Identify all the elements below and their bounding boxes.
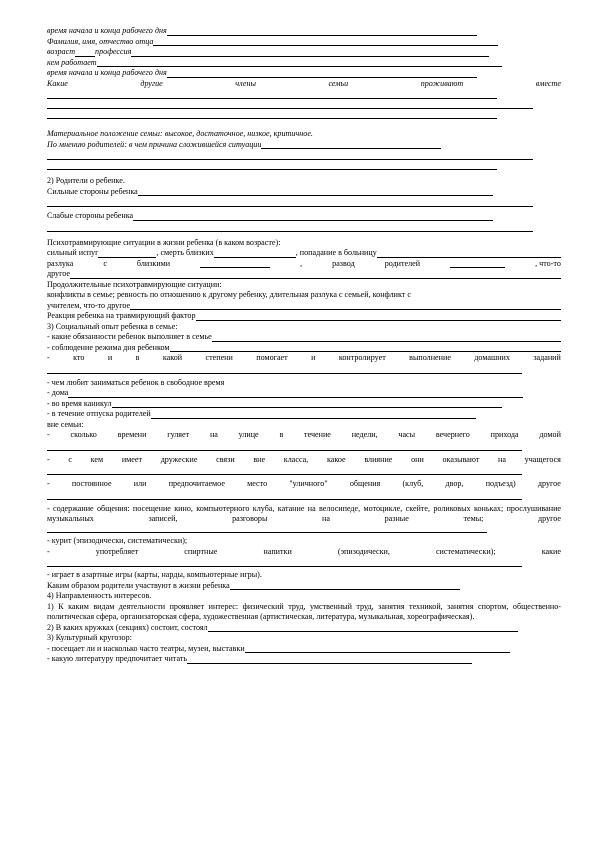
gambling-text: - играет в азартные игры (карты, нарды, компьютерные игры).: [47, 570, 262, 579]
answer-line[interactable]: [47, 160, 497, 170]
interests-text: 1) К каким видам деятельности проявляет интерес: физический труд, умственный труд, занятия техникой, занятия спортом, общественно-политическая сфера, организаторская сфера, художественная (артистическая, литература, музыкальная, хореографическая).: [47, 601, 561, 621]
word: помогает: [256, 353, 288, 362]
home-field[interactable]: [68, 390, 523, 398]
theaters-row: [47, 644, 561, 655]
regime-row: [47, 343, 561, 354]
holidays-label: - во время каникул: [47, 398, 112, 408]
other-members-row: [47, 79, 561, 90]
outside-row: [47, 420, 561, 431]
work-hours-2-field[interactable]: [167, 70, 477, 78]
reaction-label: Реакция ребенка на травмирующий фактор: [47, 311, 196, 320]
word: улице: [238, 430, 259, 439]
longterm-text: конфликты в семье; ревность по отношению к другому ребенку, длительная разлука с семьей, конфликт с: [47, 290, 411, 299]
drinks-row: [47, 547, 561, 558]
home-label: - дома: [47, 388, 69, 397]
word: вне: [253, 454, 266, 464]
word: часы: [398, 430, 416, 439]
word: домашних: [474, 353, 510, 362]
word: -: [47, 454, 50, 464]
death-label: , смерть близких: [156, 248, 214, 257]
weaknesses-row: [47, 211, 561, 222]
word: близкими: [136, 258, 171, 268]
content-paragraph: [47, 504, 561, 537]
age-profession-row: [47, 47, 561, 58]
regime-label: - соблюдение режима дня ребенком: [47, 342, 170, 352]
word: систематически);: [435, 546, 496, 556]
longterm-other-field[interactable]: [130, 302, 561, 310]
holidays-row: [47, 399, 561, 410]
word: класса,: [283, 454, 309, 464]
divorce-field[interactable]: [450, 260, 505, 268]
word: какое: [326, 454, 346, 464]
section-3-title: [47, 322, 561, 333]
walk-row: [47, 430, 561, 441]
clubs-field[interactable]: [208, 624, 518, 632]
word: проживают: [420, 78, 464, 88]
word: на: [498, 454, 506, 464]
answer-line[interactable]: [47, 465, 522, 475]
longterm-title: [47, 280, 561, 291]
word: семьи: [328, 78, 349, 88]
word: оказывают: [442, 454, 480, 464]
work-hours-field[interactable]: [167, 28, 477, 36]
literature-label: - какую литературу предпочитает читать: [47, 654, 188, 663]
vacation-row: [47, 409, 561, 420]
something-label: , что-то: [535, 258, 561, 268]
strengths-field[interactable]: [138, 188, 493, 196]
death-field[interactable]: [214, 250, 296, 258]
word: связи: [216, 454, 235, 464]
strengths-row: [47, 187, 561, 198]
friends-row: [47, 455, 561, 466]
word: -: [47, 479, 50, 488]
smoking-row: [47, 536, 561, 547]
word: домой: [539, 430, 561, 439]
longterm-text-1: [47, 290, 561, 301]
word: дружеские: [160, 454, 198, 464]
word: разлука: [47, 258, 74, 268]
reaction-field[interactable]: [196, 313, 561, 321]
word: с: [68, 454, 72, 464]
word: -: [47, 430, 50, 439]
content-other-field[interactable]: [47, 525, 487, 533]
questionnaire-page: [47, 26, 561, 665]
father-name-field[interactable]: [153, 38, 498, 46]
age-field[interactable]: [75, 49, 95, 57]
word: вместе: [535, 78, 561, 88]
word: течение: [304, 430, 331, 439]
trauma-row-2: разлука с близкими , развод родителей , что-то: [47, 258, 561, 268]
section-5-title: [47, 633, 561, 644]
word: какой: [162, 353, 183, 362]
workplace-field[interactable]: [97, 59, 502, 67]
answer-line[interactable]: [47, 441, 522, 451]
place-row: [47, 479, 561, 490]
word: имеет: [121, 454, 142, 464]
word: двор,: [445, 479, 464, 488]
word: подъезд): [485, 479, 516, 488]
word: сколько: [70, 430, 97, 439]
word: влияние: [364, 454, 393, 464]
workplace-label: кем работает: [47, 57, 97, 67]
duties-row: [47, 332, 561, 343]
profession-label: профессия: [95, 47, 132, 56]
word: гуляет: [167, 430, 190, 439]
word: родителей: [384, 258, 421, 268]
weaknesses-label: Слабые стороны ребенка: [47, 211, 134, 220]
work-hours-2-row: [47, 68, 561, 79]
gambling-row: [47, 570, 561, 581]
longterm-text: учителем, что-то другое: [47, 300, 131, 310]
word: или: [133, 479, 147, 488]
word: учащегося: [524, 454, 561, 464]
word: -: [47, 546, 50, 556]
answer-line[interactable]: [47, 222, 533, 232]
word: постоянное: [71, 479, 112, 488]
outside-label: вне семьи:: [47, 419, 84, 429]
word: они: [411, 454, 424, 464]
content-text: - содержание общения: посещение кино, компьютерного клуба, катание на велосипеде, мотоцикле, скейте, роликовых коньках; прослушивание музыкальных записей, разговоры на разные темы; другое: [47, 503, 561, 523]
word: и: [311, 353, 316, 362]
word: кем: [90, 454, 104, 464]
word: и: [107, 353, 113, 362]
profession-field[interactable]: [131, 49, 489, 57]
regime-field[interactable]: [170, 344, 562, 352]
word: -: [47, 353, 50, 362]
theaters-label: - посещает ли и насколько часто театры, музеи, выставки: [47, 643, 245, 653]
answer-line[interactable]: [47, 197, 533, 207]
parent-part-row: [47, 581, 561, 592]
section-3-title-text: 3) Социальный опыт ребенка в семье:: [47, 321, 178, 331]
work-hours-2-label: время начала и конца рабочего дня: [47, 68, 167, 77]
trauma-title: [47, 238, 561, 249]
vacation-label: - в течение отпуска родителей: [47, 409, 151, 418]
clubs-row: [47, 623, 561, 634]
word: выполнение: [409, 353, 451, 362]
word: другие: [140, 78, 163, 88]
word: в: [135, 353, 140, 362]
theaters-field[interactable]: [245, 645, 510, 653]
parents-opinion-label: По мнению родителей: в чем причина сложившейся ситуации: [47, 139, 262, 149]
trauma-title-text: Психотравмирующие ситуации в жизни ребенка (в каком возрасте):: [47, 237, 281, 247]
vacation-field[interactable]: [151, 411, 476, 419]
word: на: [209, 430, 218, 439]
answer-line[interactable]: [47, 490, 522, 500]
answer-line[interactable]: [47, 364, 522, 374]
word: место: [247, 479, 268, 488]
reaction-row: [47, 311, 561, 322]
work-hours-row: [47, 26, 561, 37]
smoking-text: - курит (эпизодически, систематически);: [47, 536, 188, 545]
parents-opinion-field[interactable]: [261, 141, 441, 149]
fright-label: сильный испуг: [47, 248, 99, 257]
father-name-row: [47, 37, 561, 48]
word: в: [279, 430, 284, 439]
answer-line[interactable]: [47, 89, 497, 99]
other-field[interactable]: [70, 271, 561, 279]
clubs-label: 2) В каких кружках (секциях) состоит, состоял: [47, 622, 208, 632]
interests-paragraph: [47, 602, 561, 623]
word: прихода: [490, 430, 519, 439]
parent-part-field[interactable]: [230, 582, 460, 590]
workplace-row: [47, 58, 561, 69]
answer-line[interactable]: [47, 109, 497, 119]
word: степени: [205, 353, 233, 362]
section-2-title-text: 2) Родители о ребенке.: [47, 176, 125, 185]
finance-status: [47, 129, 561, 140]
weaknesses-field[interactable]: [133, 213, 493, 221]
word: спиртные: [184, 546, 218, 556]
word: (эпизодически,: [337, 546, 390, 556]
other-label: другое: [47, 269, 70, 278]
control-row: [47, 353, 561, 364]
duties-field[interactable]: [212, 334, 561, 342]
word: заданий: [533, 353, 561, 362]
word: кто: [73, 353, 85, 362]
word: употребляет: [95, 546, 139, 556]
word: члены: [235, 78, 256, 88]
free-time-row: [47, 378, 561, 389]
longterm-text-2: [47, 301, 561, 312]
parents-opinion-row: [47, 140, 561, 151]
hospital-label: , попадание в больницу: [295, 248, 377, 257]
section-5-title-text: 3) Культурный кругозор:: [47, 633, 132, 642]
home-row: [47, 388, 561, 399]
word: времени: [117, 430, 147, 439]
duties-label: - какие обязанности ребенок выполняет в семье: [47, 332, 212, 341]
father-name-label: Фамилия, имя, отчество отца: [47, 36, 154, 46]
finance-status-text: Материальное положение семьи: высокое, достаточное, низкое, критичное.: [47, 129, 313, 138]
literature-field[interactable]: [187, 656, 472, 664]
fright-field[interactable]: [98, 250, 156, 258]
word: развод: [332, 258, 355, 268]
word: напитки: [263, 546, 292, 556]
answer-line[interactable]: [47, 99, 533, 109]
word: Какие: [47, 78, 68, 88]
holidays-field[interactable]: [112, 400, 502, 408]
free-time-label: - чем любит заниматься ребенок в свободное время: [47, 377, 225, 387]
word: вечернего: [435, 430, 470, 439]
word: "уличного": [289, 479, 328, 488]
word: (клуб,: [402, 479, 424, 488]
longterm-title-text: Продолжительные психотравмирующие ситуации:: [47, 279, 222, 289]
section-2-title: [47, 176, 561, 187]
answer-line[interactable]: [47, 150, 533, 160]
parent-part-label: Каким образом родители участвуют в жизни ребенка: [47, 580, 230, 590]
strengths-label: Сильные стороны ребенка: [47, 186, 138, 196]
word: с: [103, 258, 107, 268]
age-label: возраст: [47, 47, 76, 56]
section-4-title: [47, 591, 561, 602]
trauma-other-row: [47, 269, 561, 280]
word: предпочитаемое: [168, 479, 225, 488]
word: какие: [541, 546, 561, 556]
work-hours-label: время начала и конца рабочего дня: [47, 26, 167, 35]
word: общения: [349, 479, 381, 488]
word: другое: [537, 479, 561, 488]
word: недели,: [351, 430, 378, 439]
word: контролирует: [338, 353, 386, 362]
section-4-title-text: 4) Направленность интересов.: [47, 591, 152, 600]
literature-row: [47, 654, 561, 665]
separation-field[interactable]: [200, 260, 270, 268]
answer-line[interactable]: [47, 557, 522, 567]
hospital-field[interactable]: [377, 250, 561, 258]
trauma-row-1: [47, 248, 561, 259]
